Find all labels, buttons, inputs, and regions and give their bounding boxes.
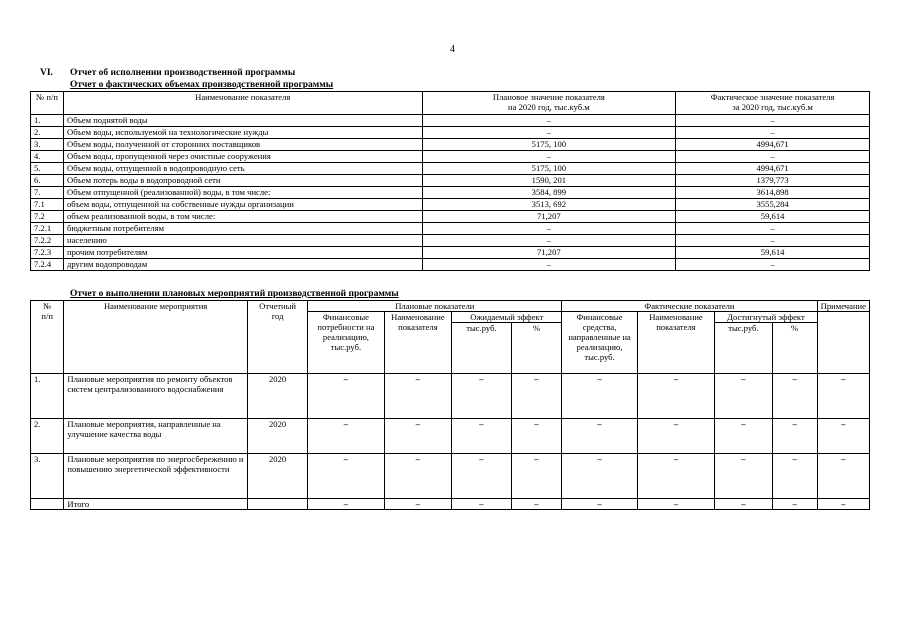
table-row: 1. Плановые мероприятия по ремонту объектов систем централизованного водоснабжения 2020 – – – – – – – – – [31, 374, 870, 419]
header-plan-fin: Финансовые потребности на реализацию, тыс.руб. [308, 312, 384, 374]
header-fact-ind: Наименование показателя [637, 312, 714, 374]
table-row: 7. Объем отпущенной (реализованной) воды, в том числе: 3584, 899 3614,898 [31, 187, 870, 199]
header-fact-group: Фактические показатели [562, 301, 817, 312]
header-fact: Фактическое значение показателя за 2020 год, тыс.куб.м [676, 92, 870, 115]
measures-table [30, 300, 870, 510]
table-row: 7.2 объем реализованной воды, в том числе: 71,207 59,614 [31, 211, 870, 223]
header-num: № п/п [31, 301, 64, 374]
header-year: Отчетный год [247, 301, 307, 374]
table-row: 7.2.1 бюджетным потребителям – – [31, 223, 870, 235]
section-heading [40, 68, 295, 79]
table-row: 1. Объем поднятой воды – – [31, 115, 870, 127]
table-row: 3. Объем воды, полученной от сторонних поставщиков 5175, 100 4994,671 [31, 139, 870, 151]
header-plan-group: Плановые показатели [308, 301, 562, 312]
table-row: 7.2.3 прочим потребителям 71,207 59,614 [31, 247, 870, 259]
volumes-table [30, 91, 870, 271]
table2-title: Отчет о выполнении плановых мероприятий производственной программы [70, 289, 399, 299]
header-plan: Плановое значение показателя на 2020 год, тыс.куб.м [422, 92, 676, 115]
header-plan-rub: тыс.руб. [452, 323, 511, 374]
table-header-row [31, 92, 870, 115]
header-plan-pct: % [511, 323, 562, 374]
table1-title: Отчет о фактических объемах производственной программы [70, 80, 334, 90]
header-name: Наименование мероприятия [64, 301, 247, 374]
table-header-row [31, 301, 870, 312]
header-plan-effect: Ожидаемый эффект [452, 312, 562, 323]
table-row: 2. Объем воды, используемой на технологические нужды – – [31, 127, 870, 139]
table-row: 7.1 объем воды, отпущенной на собственные нужды организации 3513, 692 3555,284 [31, 199, 870, 211]
header-fact-effect: Достигнутый эффект [715, 312, 817, 323]
table-row: 4. Объем воды, пропущенной через очистные сооружения – – [31, 151, 870, 163]
header-note-empty [817, 312, 869, 374]
table-row: 7.2.4 другим водопроводам – – [31, 259, 870, 271]
header-num: № п/п [31, 92, 64, 115]
table-row: 7.2.2 населению – – [31, 235, 870, 247]
header-fact-pct: % [772, 323, 817, 374]
header-fact-fin: Финансовые средства, направленные на реализацию, тыс.руб. [562, 312, 637, 374]
header-plan-ind: Наименование показателя [384, 312, 452, 374]
header-name: Наименование показателя [63, 92, 422, 115]
section-number: VI. [40, 68, 53, 78]
table-total-row: Итого – – – – – – – – – [31, 499, 870, 510]
section-title: Отчет об исполнении производственной программы [70, 68, 296, 78]
table-row: 2. Плановые мероприятия, направленные на улучшение качества воды 2020 – – – – – – – – – [31, 419, 870, 454]
header-fact-rub: тыс.руб. [715, 323, 772, 374]
table-row: 3. Плановые мероприятия по энергосбережению и повышению энергетической эффективности 2020 – – – – – – – – – [31, 454, 870, 499]
page-number: 4 [450, 44, 455, 55]
header-note: Примечание [817, 301, 869, 312]
table-row: 6. Объем потерь воды в водопроводной сети 1590, 201 1379,773 [31, 175, 870, 187]
table-row: 5. Объем воды, отпущенной в водопроводную сеть 5175, 100 4994,671 [31, 163, 870, 175]
